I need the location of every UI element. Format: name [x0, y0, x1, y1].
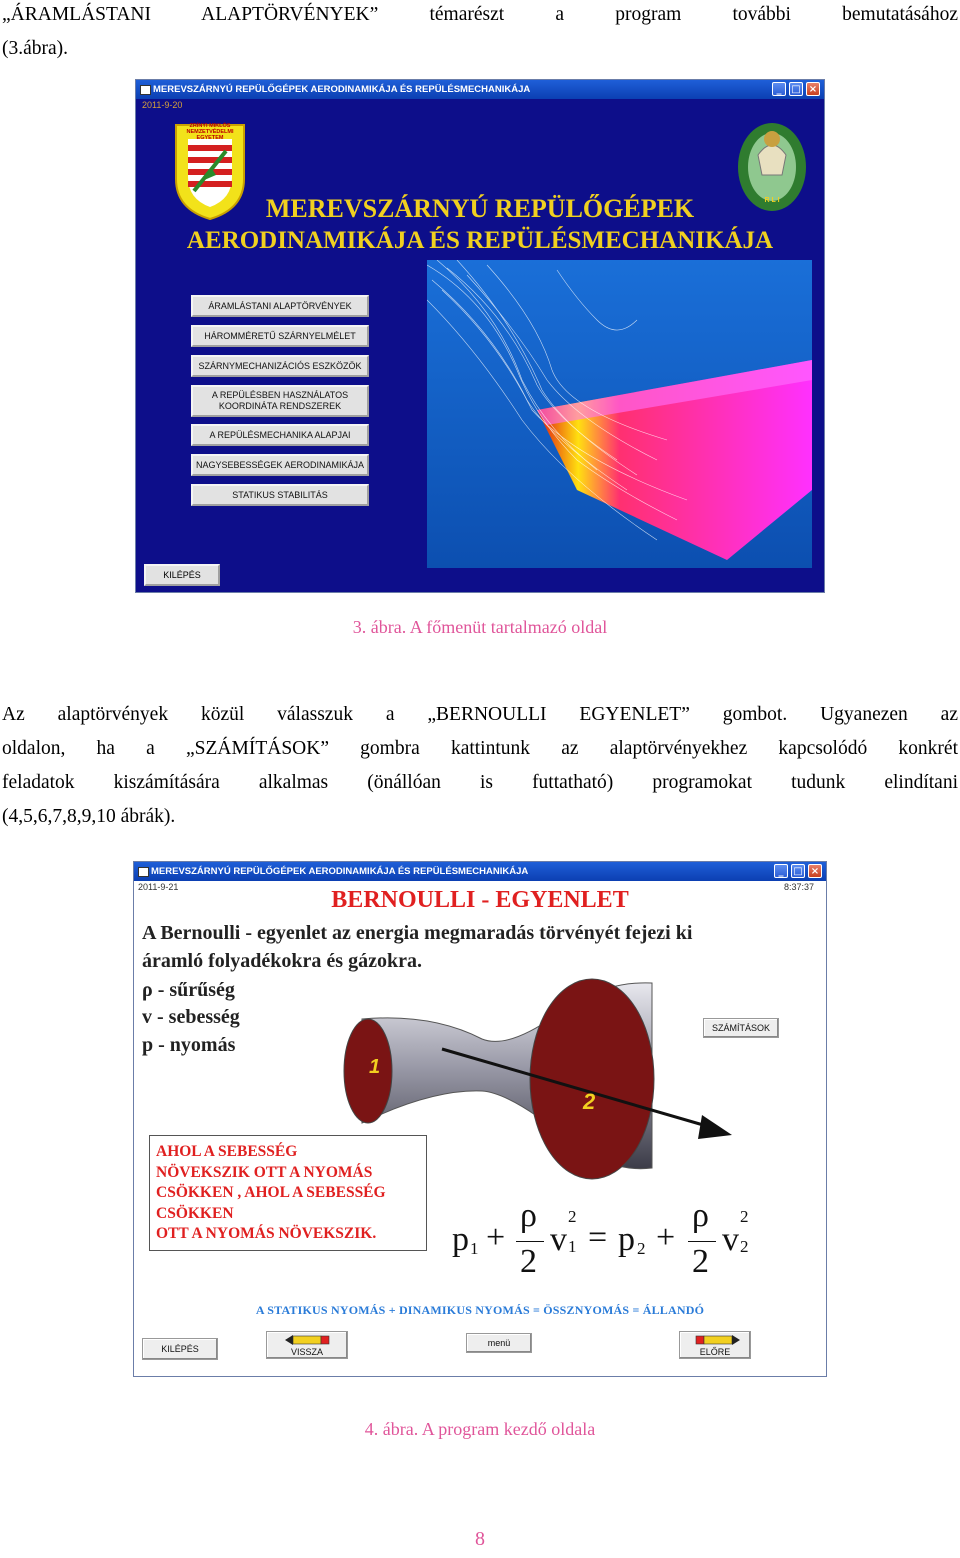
- page-title: BERNOULLI - EGYENLET: [331, 887, 629, 913]
- legend-v: v - sebesség: [142, 1006, 240, 1028]
- back-button-label: VISSZA: [290, 1347, 323, 1357]
- formula-p1: p: [452, 1221, 469, 1258]
- figure-caption: 4. ábra. A program kezdő oldala: [364, 1419, 596, 1439]
- app-title-line1: MEREVSZÁRNYÚ REPÜLŐGÉPEK: [265, 194, 695, 223]
- explanation-line: NÖVEKSZIK OTT A NYOMÁS: [156, 1163, 373, 1181]
- menu-button-harommeretu[interactable]: HÁROMMÉRETŰ SZÁRNYELMÉLET: [191, 325, 369, 347]
- figure-caption: 3. ábra. A főmenüt tartalmazó oldal: [352, 617, 608, 637]
- main-menu-body: [136, 99, 824, 592]
- window-titlebar: [134, 862, 826, 881]
- formula-v2: v: [722, 1221, 739, 1258]
- bernoulli-formula: [452, 1197, 752, 1280]
- menu-button[interactable]: menü: [466, 1333, 532, 1353]
- menu-button-statikus-stabilitas[interactable]: STATIKUS STABILITÁS: [191, 484, 369, 506]
- back-button[interactable]: [266, 1331, 348, 1359]
- formula-two: 2: [692, 1243, 709, 1280]
- maximize-icon[interactable]: □: [789, 82, 803, 96]
- section-label-2: 2: [583, 1089, 596, 1114]
- wing-airflow-image: [427, 260, 812, 568]
- bernoulli-window: [133, 861, 827, 1377]
- explanation-line: CSÖKKEN: [156, 1204, 234, 1222]
- formula-sub1: 1: [470, 1239, 479, 1258]
- formula-rho: ρ: [520, 1197, 537, 1234]
- window-titlebar: [136, 80, 824, 99]
- close-icon[interactable]: ×: [808, 864, 822, 878]
- legend-p: p - nyomás: [142, 1034, 236, 1056]
- calculations-button[interactable]: SZÁMÍTÁSOK: [703, 1018, 779, 1038]
- intro-line: A Bernoulli - egyenlet az energia megmaradás törvényét fejezi ki: [142, 922, 693, 944]
- window-title: MEREVSZÁRNYÚ REPÜLŐGÉPEK AERODINAMIKÁJA ÉS REPÜLÉSMECHANIKÁJA: [153, 84, 531, 95]
- menu-button-nagysebessegek[interactable]: NAGYSEBESSÉGEK AERODINAMIKÁJA: [191, 454, 369, 476]
- explanation-line: AHOL A SEBESSÉG: [156, 1143, 298, 1160]
- page-number: 8: [475, 1528, 485, 1550]
- minimize-icon[interactable]: _: [772, 82, 786, 96]
- next-button-label: ELŐRE: [699, 1347, 731, 1357]
- next-button[interactable]: [679, 1331, 751, 1359]
- formula-rho: ρ: [692, 1197, 709, 1234]
- bernoulli-body: [134, 881, 826, 1376]
- emblem-text: ZRÍNYI MIKLÓS NEMZETVÉDELMI EGYETEM: [186, 123, 234, 141]
- emblem2-text: R L I: [764, 197, 780, 204]
- date-label: 2011-9-21: [138, 882, 179, 892]
- intro-line: áramló folyadékokra és gázokra.: [142, 950, 422, 972]
- formula-sup: 2: [740, 1207, 749, 1226]
- menu-button-repulesmechanika[interactable]: A REPÜLÉSMECHANIKA ALAPJAI: [191, 424, 369, 446]
- formula-plus: +: [486, 1219, 506, 1256]
- explanation-line: OTT A NYOMÁS NÖVEKSZIK.: [156, 1225, 377, 1242]
- main-menu-window: [135, 79, 825, 593]
- formula-equals: =: [588, 1219, 608, 1256]
- app-icon: [138, 867, 149, 877]
- pencil-right-icon: [694, 1335, 740, 1345]
- date-label: 2011-9-20: [142, 100, 183, 110]
- pencil-left-icon: [285, 1335, 331, 1345]
- window-title: MEREVSZÁRNYÚ REPÜLŐGÉPEK AERODINAMIKÁJA ÉS REPÜLÉSMECHANIKÁJA: [151, 866, 529, 877]
- legend-rho: ρ - sűrűség: [142, 979, 235, 1001]
- close-icon[interactable]: ×: [806, 82, 820, 96]
- exit-button[interactable]: KILÉPÉS: [142, 1338, 218, 1360]
- maximize-icon[interactable]: □: [791, 864, 805, 878]
- formula-sub1: 1: [568, 1237, 577, 1256]
- menu-button-aramlastani[interactable]: ÁRAMLÁSTANI ALAPTÖRVÉNYEK: [191, 295, 369, 317]
- paragraph-line: Az alaptörvények közül válasszuk a „BERNOULLI EGYENLET” gombot. Ugyanezen az: [2, 704, 958, 725]
- explanation-line: CSÖKKEN , AHOL A SEBESSÉG: [156, 1184, 386, 1201]
- minimize-icon[interactable]: _: [774, 864, 788, 878]
- section-label-1: 1: [369, 1056, 381, 1078]
- paragraph-line: (4,5,6,7,8,9,10 ábrák).: [2, 806, 176, 827]
- formula-sub2: 2: [740, 1237, 749, 1256]
- app-icon: [140, 85, 151, 95]
- formula-plus: +: [656, 1219, 676, 1256]
- menu-button-szarnymechanizacios[interactable]: SZÁRNYMECHANIZÁCIÓS ESZKÖZÖK: [191, 355, 369, 377]
- time-label: 8:37:37: [783, 882, 814, 892]
- paragraph-line: oldalon, ha a „SZÁMÍTÁSOK” gombra kattintunk az alaptörvényekhez kapcsolódó konkrét: [2, 738, 958, 759]
- paragraph-line: (3.ábra).: [2, 38, 69, 59]
- explanation-box: [149, 1135, 427, 1251]
- total-pressure-text: A STATIKUS NYOMÁS + DINAMIKUS NYOMÁS = ÖSSZNYOMÁS = ÁLLANDÓ: [255, 1303, 705, 1317]
- formula-sub2: 2: [637, 1239, 646, 1258]
- formula-two: 2: [520, 1243, 537, 1280]
- app-title-line2: AERODINAMIKÁJA ÉS REPÜLÉSMECHANIKÁJA: [186, 227, 774, 254]
- exit-button[interactable]: KILÉPÉS: [144, 564, 220, 586]
- formula-sup: 2: [568, 1207, 577, 1226]
- paragraph-line: feladatok kiszámítására alkalmas (önállóan is futtatható) programokat tudunk elindítani: [2, 772, 958, 793]
- formula-v1: v: [550, 1221, 567, 1258]
- formula-p2: p: [618, 1221, 635, 1258]
- paragraph-line: „ÁRAMLÁSTANI ALAPTÖRVÉNYEK” témarészt a program további bemutatásához: [2, 4, 958, 25]
- menu-button-koordinata[interactable]: A REPÜLÉSBEN HASZNÁLATOS KOORDINÁTA RENDSZEREK: [191, 385, 369, 417]
